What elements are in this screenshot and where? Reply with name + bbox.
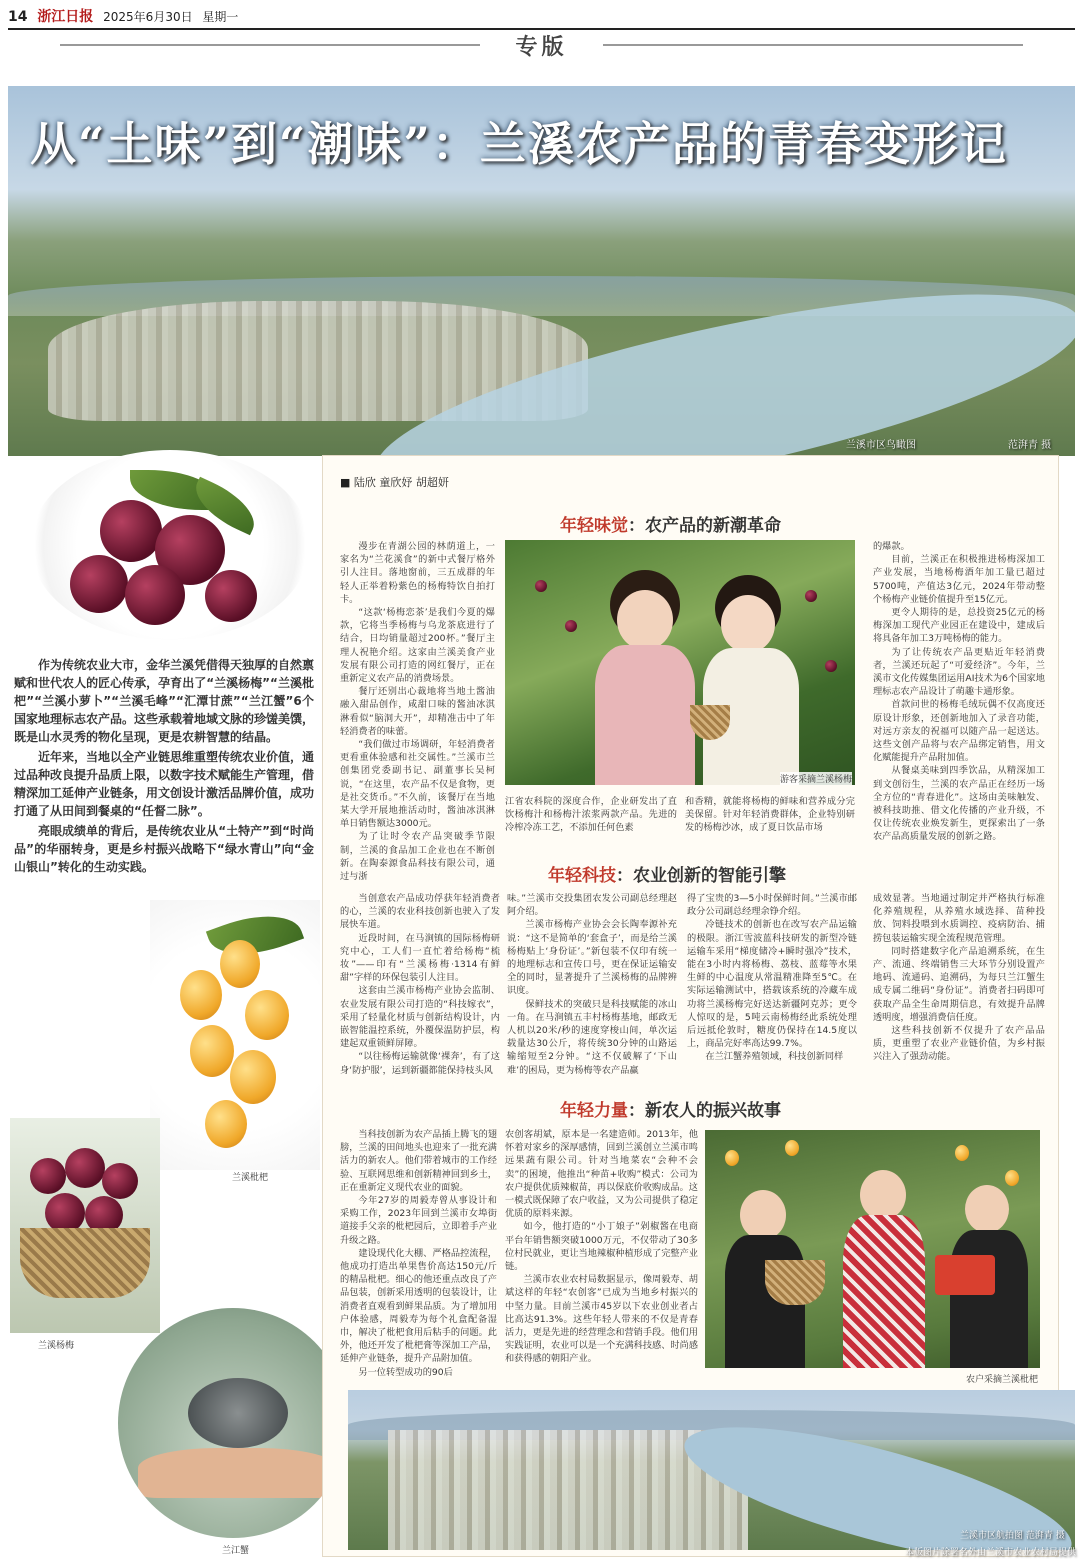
paragraph: “这款‘杨梅恋茶’是我们今夏的爆款，它将当季杨梅与乌龙茶底进行了结合，日均销量超过200杯。”餐厅主理人祝艳介绍。这家由兰溪美食产业发展有限公司打造的网红餐厅，正在重新定义农产品的消费场景。 — [340, 607, 495, 685]
byline: ■ 陆欣 童欣妤 胡超妍 — [340, 476, 449, 489]
section-heading-prefix: 年轻味觉 — [560, 516, 628, 536]
bayberry-basket-photo — [10, 1118, 160, 1333]
paragraph: 得了宝贵的3—5小时保鲜时间。”兰溪市邮政分公司副总经理余铮介绍。 — [687, 893, 857, 918]
section2-col2 — [507, 892, 677, 1077]
page-number: 14 — [8, 9, 28, 25]
issue-date: 2025年6月30日 — [103, 10, 193, 24]
crab-photo — [118, 1308, 348, 1538]
paragraph: 更令人期待的是，总投资25亿元的杨梅深加工现代产业园正在建设中，建成后将具备年加工3万吨杨梅的能力。 — [873, 607, 1045, 645]
paragraph: 建设现代化大棚、严格品控流程，他成功打造出单果售价高达150元/斤的精品枇杷。细心的他还重点改良了产品包装，创新采用透明的包装设计，让消费者直观看到鲜果品质。为了增加用户体验感，周毅寿为每个礼盒配备湿巾，解决了枇杷食用后粘手的问题。此外，他还开发了枇杷膏等深加工产品，延伸产业链条，提升产品附加值。 — [340, 1247, 497, 1365]
headline: 从“土味”到“潮味”：兰溪农产品的青春变形记 — [30, 117, 1008, 171]
paragraph: 今年27岁的周毅寿曾从事设计和采购工作，2023年回到兰溪市女埠街道接手父亲的枇杷园后，立即着手产业升级之路。 — [340, 1195, 497, 1246]
paragraph: 味。”兰溪市交投集团农发公司副总经理赵阿介绍。 — [507, 893, 677, 918]
paragraph: 农创客胡斌，原本是一名建造师。2013年，他怀着对家乡的深厚感情，回到兰溪创立兰溪市鸣远果蔬有限公司。针对当地菜农“会种不会卖”的困境，他推出“种苗+收购”模式：公司为农户提供优质辣椒苗，再以保底价收购成品。这一模式既保障了农户收益，又为公司提供了稳定优质的原料来源。 — [505, 1129, 698, 1220]
paragraph: 冷链技术的创新也在改写农产品运输的极限。浙江雪波蓝科技研发的新型冷链运输车采用“梯度储冷+瞬时强冷”技术，能在3小时内将杨梅、荔枝、蓝莓等水果生鲜的中心温度从常温精准降至5℃。在实际运输测试中，搭载该系统的冷藏车成功将兰溪杨梅完好送达新疆阿克苏；更令人惊叹的是，5吨云南杨梅经此系统处理后远抵伦敦时，糖度仍保持在14.5度以上，商品完好率高达99.7%。 — [687, 919, 857, 1050]
paragraph: “我们做过市场调研，年轻消费者更看重体验感和社交属性。”兰溪市兰创集团党委副书记、副董事长吴柯说，“在这里，农产品不仅是食物，更是社交货币。”不久前，该餐厅在当地某大学开展地推活动时，酱油冰淇淋单日销售额达3000元。 — [340, 739, 495, 830]
issue-weekday: 星期一 — [202, 10, 239, 24]
paragraph: 同时搭建数字化产品追溯系统，在生产、流通、终端销售三大环节分别设置产地码、流通码、追溯码，为每只兰江蟹生成专属二维码“身份证”。消费者扫码即可获取产品全生命周期信息，有效提升品牌透明度，增强消费信任度。 — [873, 945, 1045, 1023]
section1-col4 — [873, 540, 1045, 844]
paragraph: 兰溪市农业农村局数据显示，像周毅寿、胡斌这样的年轻“农创客”已成为当地乡村振兴的中坚力量。目前兰溪市45岁以下农业创业者占比高达91.3%。这些年轻人带来的不仅是青春活力，更是先进的经营理念和营销手段。他们用实践证明，农业可以是一个充满科技感、时尚感和获得感的朝阳产业。 — [505, 1274, 698, 1365]
paragraph: 成效显著。当地通过制定并严格执行标准化养殖规程，从养殖水域选择、苗种投放、饲料投喂到水质调控、疫病防治、捕捞包装运输实现全流程规范管理。 — [873, 893, 1045, 944]
section-rule-right — [603, 44, 1023, 46]
bayberry-caption: 兰溪杨梅 — [38, 1341, 75, 1351]
section-heading-title: ：农产品的新潮革命 — [628, 516, 781, 536]
section3-col2 — [505, 1128, 698, 1366]
paragraph: 餐厅还别出心裁地将当地土酱油融入甜品创作，咸甜口味的酱油冰淇淋看似“脑洞大开”，却精准击中了年轻消费者的味蕾。 — [340, 686, 495, 737]
paragraph: 在兰江蟹养殖领域，科技创新同样 — [705, 1051, 844, 1063]
section-heading-prefix: 年轻力量 — [560, 1101, 628, 1121]
paragraph: 这套由兰溪市杨梅产业协会监制、农业发展有限公司打造的“科技嫁衣”，采用了轻量化材质与创新结构设计，内嵌智能温控系统，外覆保温防护层，构建起双重锁鲜屏障。 — [340, 985, 500, 1050]
paper-logo: 浙江日报 — [37, 9, 94, 25]
crab-caption: 兰江蟹 — [222, 1546, 250, 1556]
paragraph: 兰溪市杨梅产业协会会长陶奉源补充说：“这不是简单的‘套盒子’，而是给兰溪杨梅贴上‘身份证’。”新包装不仅印有统一的地理标志和宣传口号，更在保证运输安全的同时，显著提升了兰溪杨梅的品牌辨识度。 — [507, 919, 677, 997]
section-heading-title: ：新农人的振兴故事 — [628, 1101, 781, 1121]
paragraph: 为了让时令农产品突破季节限制，兰溪的食品加工企业也在不断创新。在陶泰源食品科技有限公司，通过与浙 — [340, 831, 495, 883]
intro-text — [14, 656, 314, 878]
section1-col3 — [685, 795, 855, 835]
paragraph: 保鲜技术的突破只是科技赋能的冰山一角。在马涧镇五丰村杨梅基地，邮政无人机以20米/秒的速度穿梭山间，单次运载量达30公斤，将传统30分钟的山路运输缩短至2分钟。“这不仅破解了‘下山难’的困局，更为杨梅等农产品赢 — [507, 998, 677, 1076]
section-title: 专版 — [515, 35, 568, 60]
paragraph: 江省农科院的深度合作，企业研发出了直饮杨梅汁和杨梅汁浓浆两款产品。先进的冷榨冷冻工艺，不添加任何色素 — [505, 796, 677, 834]
bayberry-picking-photo — [505, 540, 855, 785]
photo-caption-1: 游客采摘兰溪杨梅 — [780, 772, 852, 785]
paragraph: 从餐桌美味到四季饮品，从精深加工到文创衍生，兰溪的农产品正在经历一场全方位的“青春进化”。这场由美味触发、被科技助推、借文化传播的产业升级，不仅让传统农业焕发新生，更探索出了一条农产品高质量发展的创新之路。 — [873, 765, 1045, 843]
intro-paragraph: 作为传统农业大市，金华兰溪凭借得天独厚的自然禀赋和世代农人的匠心传承，孕育出了“兰溪杨梅”“兰溪枇杷”“兰溪小萝卜”“兰溪毛峰”“汇潭甘蔗”“兰江蟹”6个国家地理标志农产品。这些承载着地域文脉的珍馐美馔，既是山水灵秀的物化呈现，更是农耕智慧的结晶。 — [14, 658, 315, 744]
section1-col1 — [340, 540, 495, 883]
bottom-caption: 兰溪市区航拍图 范湃青 摄 — [960, 1531, 1065, 1541]
section-heading-3 — [560, 1096, 781, 1121]
photo-caption-3: 农户采摘兰溪枇杷 — [966, 1375, 1039, 1385]
bottom-aerial-photo — [348, 1390, 1075, 1550]
hero-credit: 范湃青 摄 — [1008, 440, 1052, 451]
intro-paragraph: 亮眼成绩单的背后，是传统农业从“土特产”到“时尚品”的华丽转身，更是乡村振兴战略下“绿水青山”向“金山银山”转化的生动实践。 — [14, 824, 314, 874]
paragraph: 近段时间，在马涧镇的国际杨梅研究中心，工人们一直忙着给杨梅“梳妆”——印有“兰溪杨梅·1314有鲜甜”字样的环保包装引人注目。 — [340, 932, 500, 984]
paragraph: 这些科技创新不仅提升了农产品品质，更重塑了农业产业链价值，为乡村振兴注入了强劲动能。 — [873, 1025, 1045, 1063]
loquat-caption: 兰溪枇杷 — [232, 1173, 269, 1183]
section-heading-2 — [548, 861, 786, 886]
paragraph: 为了让传统农产品更贴近年轻消费者，兰溪还玩起了“可爱经济”。今年，兰溪市文化传媒集团运用AI技术为6个国家地理标志农产品设计了萌趣卡通形象。 — [873, 646, 1045, 698]
paragraph: 另一位转型成功的90后 — [358, 1366, 453, 1378]
section2-col1 — [340, 892, 500, 1077]
paragraph: 目前，兰溪正在积极推进杨梅深加工产业发展，当地杨梅酒年加工量已超过5700吨，产值达3亿元，2024年带动整个杨梅产业链价值提升至15亿元。 — [873, 554, 1045, 605]
paragraph: 漫步在青湖公园的林荫道上，一家名为“兰花溪食”的新中式餐厅格外引人注目。落地窗前，三五成群的年轻人正举着粉紫色的杨梅特饮自拍打卡。 — [340, 541, 495, 605]
section2-col4 — [873, 892, 1045, 1064]
section2-col3 — [687, 892, 857, 1064]
paragraph: 如今，他打造的“小丁娘子”剁椒酱在电商平台年销售额突破1000万元，不仅带动了30多位村民就业，更让当地辣椒种植形成了完整产业链。 — [505, 1221, 698, 1273]
section1-col2 — [505, 795, 677, 835]
paragraph: “以往杨梅运输就像‘裸奔’，有了这身‘防护服’，运到新疆都能保持枝头风 — [340, 1051, 500, 1076]
masthead — [8, 6, 1075, 30]
loquat-photo — [150, 900, 320, 1170]
section-heading-prefix: 年轻科技 — [548, 866, 616, 886]
bayberry-bowl-photo — [10, 430, 320, 650]
hero-caption: 兰溪市区鸟瞰图 — [846, 440, 916, 451]
paragraph: 的爆款。 — [873, 541, 910, 552]
paragraph: 当科技创新为农产品插上腾飞的翅膀，兰溪的田间地头也迎来了一批充满活力的新农人。他们带着城市的工作经验、互联网思维和创新精神回到乡土，正在重新定义现代农业的面貌。 — [340, 1129, 497, 1193]
bottom-note: 本版图片除署名外由兰溪市农业农村局提供 — [905, 1548, 1077, 1558]
loquat-picking-photo — [705, 1130, 1040, 1368]
section3-col1 — [340, 1128, 497, 1379]
intro-paragraph: 近年来，当地以全产业链思维重塑传统农业价值，通过品种改良提升品质上限，以数字技术赋能生产管理，借精深加工延伸产业链条，用文创设计激活品牌价值，成功打通了从田间到餐桌的“任督二脉”。 — [14, 750, 315, 818]
paragraph: 首款问世的杨梅毛绒玩偶不仅高度还原设计形象，还创新地加入了录音功能，对远方亲友的祝福可以随产品一起送达。这些文创产品将与农产品绑定销售，用文化赋能提升产品附加值。 — [873, 699, 1045, 764]
section-heading-title: ：农业创新的智能引擎 — [616, 866, 786, 886]
section-heading-1 — [560, 511, 781, 536]
paragraph: 当创意农产品成功俘获年轻消费者的心，兰溪的农业科技创新也驶入了发展快车道。 — [340, 893, 500, 931]
paragraph: 和香精，就能将杨梅的鲜味和营养成分完美保留。针对年轻消费群体，企业特别研发的杨梅沙冰，成了夏日饮品市场 — [685, 796, 855, 834]
